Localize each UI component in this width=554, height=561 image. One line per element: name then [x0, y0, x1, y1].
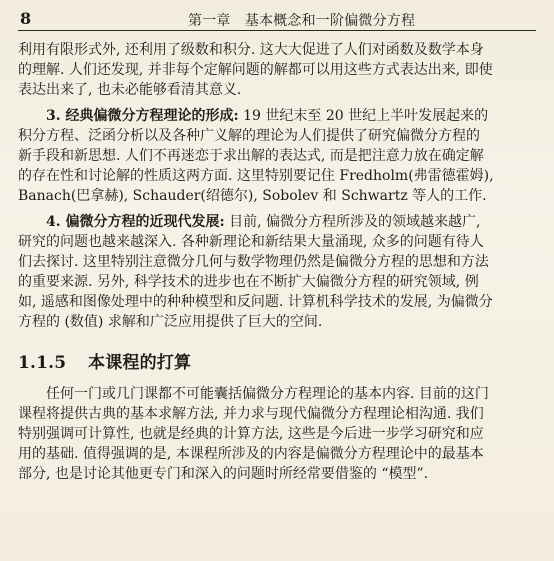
page-content — [18, 40, 536, 484]
course-line-3: 特别强调可计算性, 也就是经典的计算方法, 这些是今后进一步学习研究和应 — [18, 426, 484, 442]
item-3-line-1 — [18, 106, 536, 126]
chapter-running-title: 第一章 基本概念和一阶偏微分方程 — [188, 13, 416, 29]
section-title: 本课程的打算 — [88, 353, 192, 373]
item-3-lead: 3. 经典偏微分方程理论的形成: — [46, 108, 239, 124]
item-4-line-2: 研究的问题也越来越深入. 各种新理论和新结果大量涌现, 众多的问题有待人 — [18, 234, 484, 250]
section-heading — [18, 350, 536, 376]
course-line-2: 课程将提供古典的基本求解方法, 并力求与现代偏微分方程理论相沟通. 我们 — [18, 406, 484, 422]
course-line-1: 任何一门或几门课都不可能囊括偏微分方程理论的基本内容. 目前的这门 — [46, 386, 489, 402]
intro-line-3: 表达出来了, 也未必能够看清其意义. — [18, 82, 242, 98]
section-number: 1.1.5 — [18, 353, 67, 373]
page-header — [18, 6, 536, 31]
item-3-line-1-rest: 19 世纪末至 20 世纪上半叶发展起来的 — [238, 108, 489, 124]
page-number: 8 — [20, 9, 32, 28]
item-4-line-1 — [18, 212, 536, 232]
item-4-line-6: 方程的 (数值) 求解和广泛应用提供了巨大的空间. — [18, 314, 323, 330]
item-4-line-4: 的重要来源. 另外, 科学技术的进步也在不断扩大偏微分方程的研究领域, 例 — [18, 274, 479, 290]
section-gap — [18, 376, 536, 384]
item-3-line-5: Banach(巴拿赫), Schauder(绍德尔), Sobolev 和 Schwartz 等人的工作. — [18, 188, 487, 204]
item-3-line-4: 的存在性和讨论解的性质这两方面. 这里特别要记住 Fredholm(弗雷德霍姆), — [18, 168, 494, 184]
item-3-line-2: 积分方程、泛函分析以及各种广义解的理论为人们提供了研究偏微分方程的 — [18, 128, 480, 144]
item-4-lead: 4. 偏微分方程的近现代发展: — [46, 214, 225, 230]
course-line-4: 用的基础. 值得强调的是, 本课程所涉及的内容是偏微分方程理论中的最基本 — [18, 446, 484, 462]
item-4-line-3: 们去探讨. 这里特别注意微分几何与数学物理仍然是偏微分方程的思想和方法 — [18, 254, 489, 270]
intro-line-2: 的理解. 人们还发现, 并非每个定解问题的解都可以用这些方式表达出来, 即使 — [18, 62, 493, 78]
item-4-line-1-rest: 目前, 偏微分方程所涉及的领域越来越广, — [224, 214, 481, 230]
item-3-line-3: 新手段和新思想. 人们不再迷恋于求出解的表达式, 而是把注意力放在确定解 — [18, 148, 484, 164]
course-line-5: 部分, 也是讨论其他更专门和深入的问题时所经常要借鉴的 “模型”. — [18, 466, 429, 482]
intro-line-1: 利用有限形式外, 还利用了级数和积分. 这大大促进了人们对函数及数学本身 — [18, 42, 484, 58]
item-4-line-5: 如, 遥感和图像处理中的种种模型和反问题. 计算机科学技术的发展, 为偏微分 — [18, 294, 493, 310]
